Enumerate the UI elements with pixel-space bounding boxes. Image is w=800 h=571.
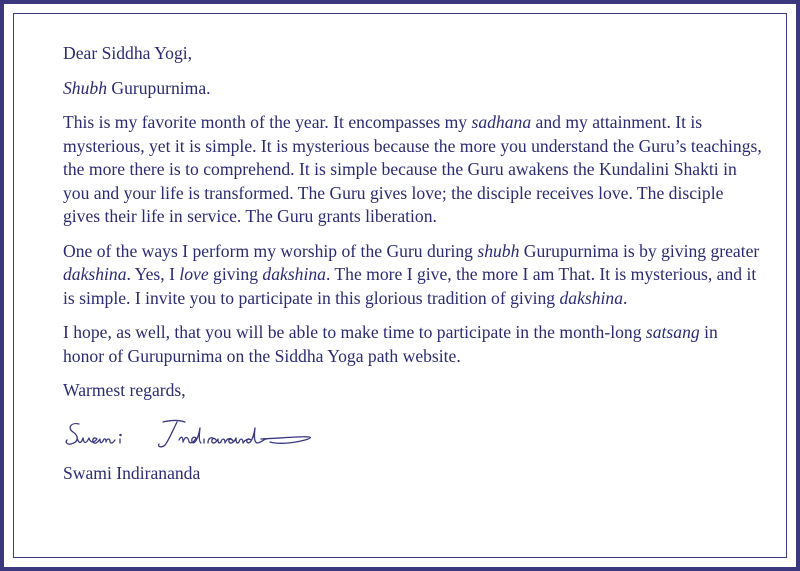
paragraph-3 <box>63 321 763 368</box>
text-run: giving <box>208 264 263 284</box>
text-run: One of the ways I perform my worship of the Guru during <box>63 240 478 261</box>
signer-name: Swami Indirananda <box>63 462 201 483</box>
italic-term: dakshina <box>262 264 326 284</box>
signature-image <box>65 414 315 456</box>
text-run: . The more I give, the more I am That. It is mysterious, and it is simple. I invite you to participate in this glorious tradition of giving <box>63 264 757 308</box>
salutation: Dear Siddha Yogi, <box>63 43 193 63</box>
paragraph-2 <box>63 240 763 311</box>
italic-term: dakshina <box>559 287 624 308</box>
text-run: and my attainment. It is mysterious, yet it is simple. It is mysterious because the more you understand the Guru’s teachings, the more there is to comprehend. It is simple because the Guru awakens the Kundalini Shakti in you and your life is transformed. The Guru gives love; the disciple receives love. The disciple gives their life in service. The Guru grants liberation. <box>63 112 762 226</box>
text-run: . Yes, I <box>126 264 180 284</box>
text-run: Gurupurnima is by giving greater <box>519 240 760 261</box>
paragraph-1 <box>63 111 763 229</box>
text-run: This is my favorite month of the year. It encompasses my <box>63 112 472 132</box>
italic-term: satsang <box>645 322 700 342</box>
italic-term: sadhana <box>471 112 532 132</box>
greeting-rest: Gurupurnima. <box>106 77 211 98</box>
greeting-italic: Shubh <box>63 77 107 98</box>
text-run: I hope, as well, that you will be able to make time to participate in the month-long <box>63 322 646 342</box>
text-run: in honor of Gurupurnima on the Siddha Yoga path website. <box>63 322 718 366</box>
italic-term: love <box>179 264 209 284</box>
letter-body <box>63 42 763 496</box>
closing: Warmest regards, <box>63 380 186 400</box>
text-run: . <box>623 287 628 308</box>
greeting <box>63 77 763 101</box>
handwritten-signature <box>65 414 763 456</box>
italic-term: shubh <box>477 240 520 261</box>
italic-term: dakshina <box>63 264 127 284</box>
